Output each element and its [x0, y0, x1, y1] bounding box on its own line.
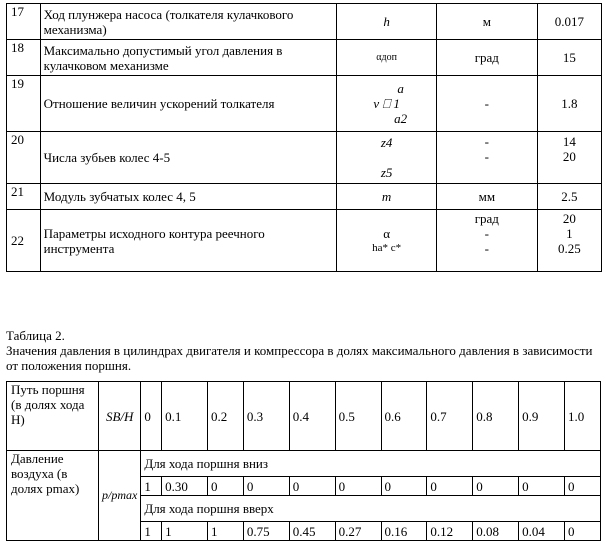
value-cell: 0: [565, 522, 601, 541]
value-cell: 0.30: [162, 477, 208, 496]
table-row: [7, 40, 602, 76]
row-label: Давление воздуха (в долях pmax): [7, 451, 99, 541]
value-line: 1: [566, 226, 573, 241]
symbol-line: z5: [380, 165, 393, 180]
param-value: 0.017: [537, 4, 601, 40]
param-name: Числа зубьев колес 4-5: [40, 132, 337, 184]
value-cell: 0.08: [473, 522, 519, 541]
value-cell: 1: [208, 522, 244, 541]
unit-line: -: [484, 226, 489, 241]
caption-text: Значения давления в цилиндрах двигателя и компрессора в долях максимального давления в зависимости от положения поршня.: [6, 343, 593, 373]
value-cell: 1: [141, 522, 162, 541]
param-symbol: h: [337, 4, 436, 40]
param-symbol: m: [337, 184, 436, 210]
position-cell: 0.3: [243, 382, 289, 451]
position-cell: 0.4: [289, 382, 335, 451]
row-symbol: SB/H: [99, 382, 141, 451]
value-cell: 1: [141, 477, 162, 496]
param-unit: -: [436, 76, 537, 132]
param-unit: [436, 132, 537, 184]
parameters-table: [6, 3, 602, 272]
unit-line: -: [484, 134, 489, 149]
value-cell: 0.16: [381, 522, 427, 541]
table-row: [7, 132, 602, 184]
param-unit: мм: [436, 184, 537, 210]
position-cell: 0.6: [381, 382, 427, 451]
row-number: 21: [7, 184, 41, 210]
position-cell: 0.5: [335, 382, 381, 451]
subheader-up: Для хода поршня вверх: [141, 496, 601, 522]
param-name: Модуль зубчатых колес 4, 5: [40, 184, 337, 210]
row-label: Путь поршня (в долях хода H): [7, 382, 99, 451]
value-line: 20: [562, 149, 576, 164]
value-cell: 0.75: [243, 522, 289, 541]
position-cell: 0.9: [519, 382, 565, 451]
value-cell: 0: [289, 477, 335, 496]
value-cell: 0.45: [289, 522, 335, 541]
table-row: [7, 4, 602, 40]
param-name: Ход плунжера насоса (толкателя кулачкового механизма): [40, 4, 337, 40]
row-number: 18: [7, 40, 41, 76]
value-cell: 0.04: [519, 522, 565, 541]
row-number: 22: [7, 210, 41, 272]
param-name: Отношение величин ускорений толкателя: [40, 76, 337, 132]
value-cell: 0: [473, 477, 519, 496]
param-value: 1.8: [537, 76, 601, 132]
symbol-line: a: [397, 81, 404, 96]
value-cell: 0: [427, 477, 473, 496]
param-value: [537, 132, 601, 184]
param-name: Максимально допустимый угол давления в кулачковом механизме: [40, 40, 337, 76]
position-cell: 0.8: [473, 382, 519, 451]
value-cell: 0: [243, 477, 289, 496]
symbol-line: ν ⎕ 1: [373, 96, 400, 111]
table-caption: [6, 328, 606, 373]
pressure-table: [6, 381, 601, 541]
row-number: 17: [7, 4, 41, 40]
table-row: [7, 210, 602, 272]
param-value: 15: [537, 40, 601, 76]
row-number: 19: [7, 76, 41, 132]
param-value: 2.5: [537, 184, 601, 210]
param-name: Параметры исходного контура реечного инструмента: [40, 210, 337, 272]
symbol-line: ha* c*: [372, 241, 402, 254]
param-value: [537, 210, 601, 272]
unit-line: -: [484, 149, 489, 164]
symbol-line: z4: [380, 135, 393, 150]
position-cell: 0.2: [208, 382, 244, 451]
param-unit: м: [436, 4, 537, 40]
table-row: [7, 451, 601, 477]
row-symbol: p/pmax: [99, 451, 141, 541]
table-row: [7, 382, 601, 451]
value-line: 20: [562, 211, 576, 226]
unit-line: -: [484, 241, 489, 256]
value-cell: 0.27: [335, 522, 381, 541]
param-symbol: [337, 76, 436, 132]
value-cell: 0: [335, 477, 381, 496]
symbol-line: a2: [394, 111, 408, 126]
position-cell: 1.0: [565, 382, 601, 451]
table-row: [7, 76, 602, 132]
param-symbol: [337, 132, 436, 184]
value-cell: 0: [565, 477, 601, 496]
row-number: 20: [7, 132, 41, 184]
position-cell: 0: [141, 382, 162, 451]
subheader-down: Для хода поршня вниз: [141, 451, 601, 477]
table-row: [7, 184, 602, 210]
value-cell: 0: [381, 477, 427, 496]
value-line: 14: [562, 134, 576, 149]
unit-line: град: [474, 211, 499, 226]
value-cell: 0.12: [427, 522, 473, 541]
symbol-line: α: [383, 225, 390, 241]
param-unit: град: [436, 40, 537, 76]
position-cell: 0.7: [427, 382, 473, 451]
value-cell: 0: [208, 477, 244, 496]
value-line: 0.25: [558, 241, 581, 256]
param-unit: [436, 210, 537, 272]
param-symbol: αдоп: [337, 40, 436, 76]
value-cell: 0: [519, 477, 565, 496]
value-cell: 1: [162, 522, 208, 541]
param-symbol: [337, 210, 436, 272]
caption-title: Таблица 2.: [6, 328, 65, 343]
position-cell: 0.1: [162, 382, 208, 451]
